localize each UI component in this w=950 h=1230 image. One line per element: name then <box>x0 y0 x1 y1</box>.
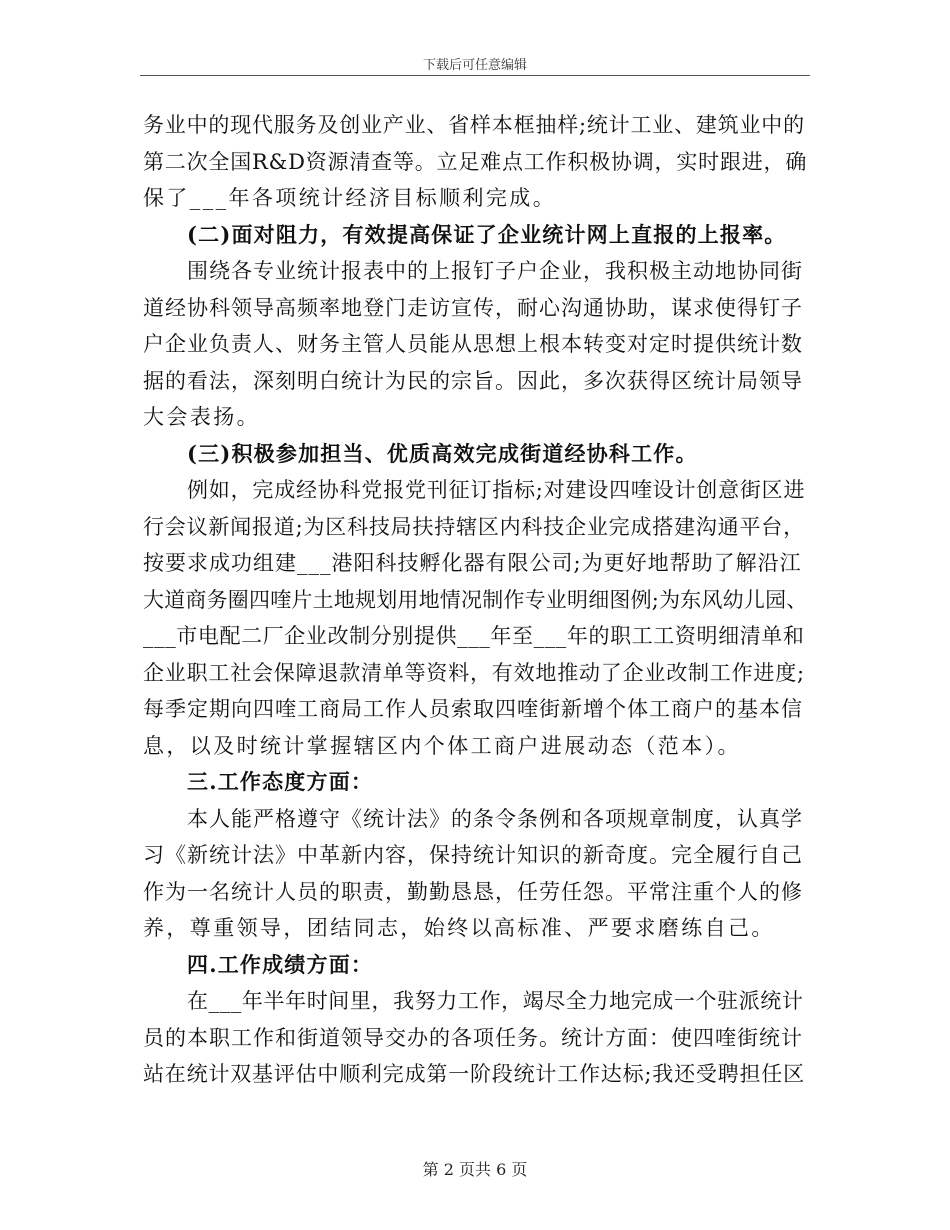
body-line: 企业职工社会保障退款清单等资料，有效地推动了企业改制工作进度; <box>143 660 805 685</box>
body-line: 员的本职工作和街道领导交办的各项任务。统计方面：使四喹街统计 <box>143 1025 803 1050</box>
body-line: 在___年半年时间里，我努力工作，竭尽全力地完成一个驻派统计 <box>187 989 804 1013</box>
section-heading: 三.工作态度方面： <box>187 769 374 794</box>
body-line: 道经协科领导高频率地登门走访宣传，耐心沟通协助，谋求使得钉子 <box>143 295 803 320</box>
body-line: 围绕各专业统计报表中的上报钉子户企业，我积极主动地协同街 <box>187 259 803 283</box>
body-line: 大会表扬。 <box>143 405 260 429</box>
body-line: 行会议新闻报道;为区科技局扶持辖区内科技企业完成搭建沟通平台， <box>143 514 805 539</box>
body-line: 大道商务圈四喹片土地规划用地情况制作专业明细图例;为东风幼儿园、 <box>143 587 808 612</box>
body-line: 第二次全国R&D资源清查等。立足难点工作积极协调，实时跟进，确 <box>143 149 808 174</box>
body-line: 习《新统计法》中革新内容，保持统计知识的新奇度。完全履行自己 <box>143 843 803 867</box>
body-line: 站在统计双基评估中顺利完成第一阶段统计工作达标;我还受聘担任区 <box>143 1062 805 1086</box>
body-line: 保了___年各项统计经济目标顺利完成。 <box>143 186 557 210</box>
header-rule <box>140 75 810 76</box>
body-line: 按要求成功组建___港阳科技孵化器有限公司;为更好地帮助了解沿江 <box>143 551 802 575</box>
body-line: 户企业负责人、财务主管人员能从思想上根本转变对定时提供统计数 <box>143 332 803 356</box>
document-body <box>143 107 807 1093</box>
body-line: 据的看法，深刻明白统计为民的宗旨。因此，多次获得区统计局领导 <box>143 368 803 393</box>
body-line: 每季定期向四喹工商局工作人员索取四喹街新增个体工商户的基本信 <box>143 697 803 721</box>
body-line: 例如，完成经协科党报党刊征订指标;对建设四喹设计创意街区进 <box>187 478 806 502</box>
section-heading: 四.工作成绩方面： <box>187 951 374 977</box>
page-header: 下载后可任意编辑 <box>422 58 527 73</box>
section-heading: (三)积极参加担当、优质高效完成街道经协科工作。 <box>187 440 698 466</box>
section-heading: (二)面对阻力，有效提高保证了企业统计网上直报的上报率。 <box>187 221 787 247</box>
body-line: ___市电配二厂企业改制分别提供___年至___年的职工工资明细清单和 <box>143 624 805 648</box>
body-line: 作为一名统计人员的职责，勤勤恳恳，任劳任怨。平常注重个人的修 <box>143 879 803 904</box>
page-footer: 第 2 页共 6 页 <box>422 1160 528 1179</box>
body-line: 息，以及时统计掌握辖区内个体工商户进展动态（范本）。 <box>143 733 741 758</box>
body-line: 养，尊重领导，团结同志，始终以高标准、严要求磨练自己。 <box>143 916 775 940</box>
body-line: 本人能严格遵守《统计法》的条令条例和各项规章制度，认真学 <box>187 806 803 831</box>
body-line: 务业中的现代服务及创业产业、省样本框抽样;统计工业、建筑业中的 <box>143 113 805 137</box>
